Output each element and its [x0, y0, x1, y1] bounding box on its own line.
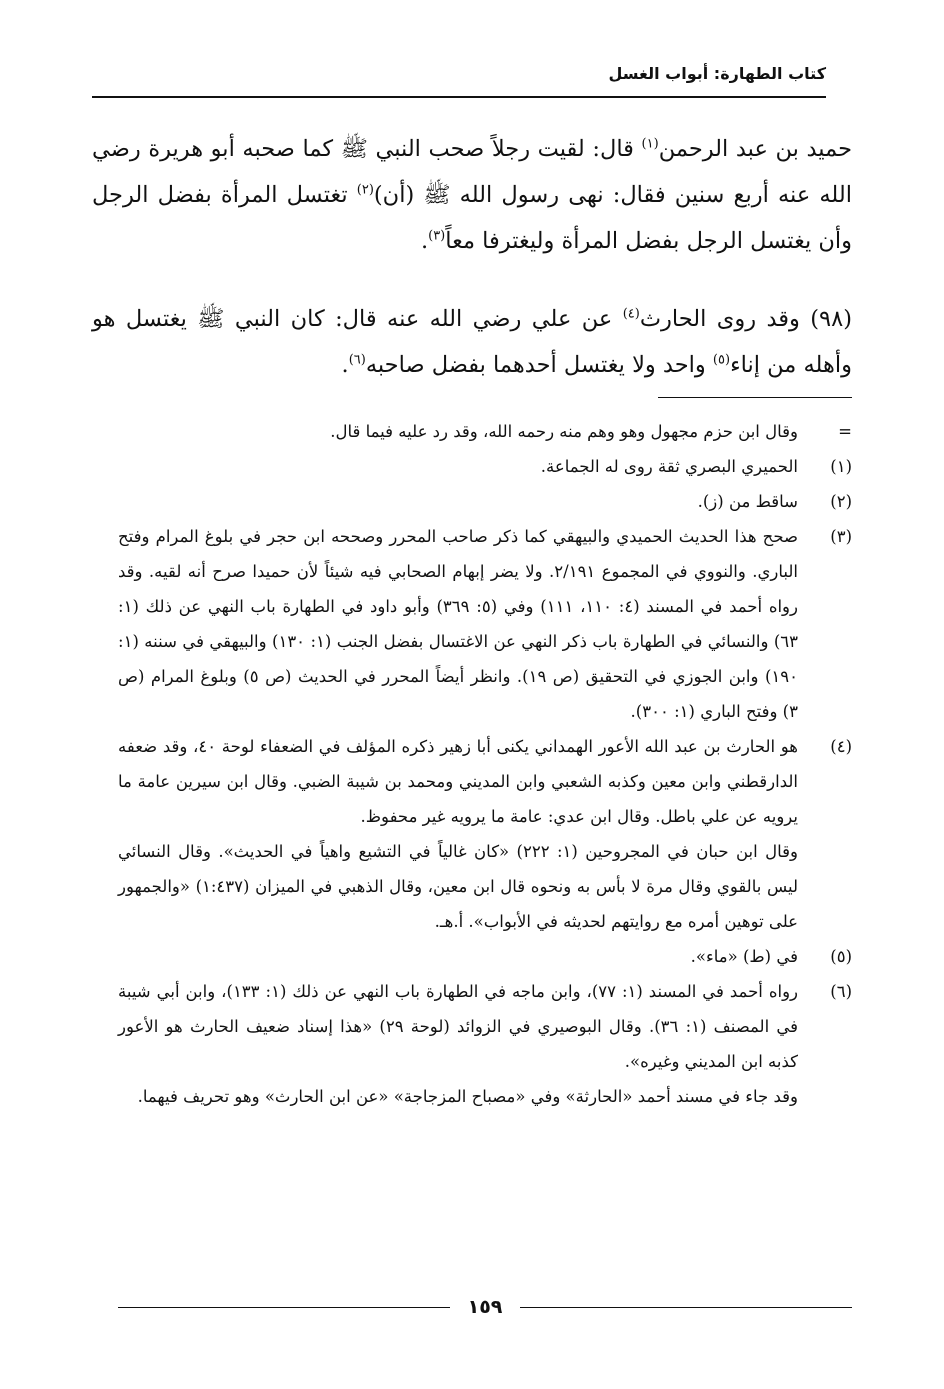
footnote-marker-6[interactable]: (٦): [348, 352, 366, 368]
footnote-continuation: [118, 414, 852, 449]
text-segment: قال: لقيت رجلاً صحب النبي ﷺ كما صحبه أبو هريرة رضي الله عنه أربع سنين فقال: نهى رسول الله ﷺ (أن): [92, 136, 852, 208]
footnote-number: (١): [830, 457, 852, 476]
footnote-6-continuation: وقد جاء في مسند أحمد «الحارثة» وفي «مصباح المزجاجة» «عن ابن الحارث» وهو تحريف فيهما.: [137, 1087, 798, 1106]
footnote-marker-3[interactable]: (٣): [428, 228, 446, 244]
footnote-number: =: [838, 422, 852, 441]
footnote-number: (٦): [830, 982, 852, 1001]
footnote-text: ساقط من (ز).: [697, 492, 798, 511]
text-segment: تغتسل المرأة بفضل الرجل وأن يغتسل الرجل بفضل المرأة وليغترفا معاً: [92, 182, 852, 254]
footnote-marker-4[interactable]: (٤): [622, 306, 640, 322]
text-segment: .: [341, 352, 349, 378]
footnotes: [118, 414, 852, 1114]
footnote-4: [118, 729, 852, 834]
footnote-number: (٤): [830, 737, 852, 756]
footnote-marker-1[interactable]: (١): [641, 136, 659, 152]
footnote-3: [118, 519, 852, 729]
footnote-text: وقال ابن حزم مجهول وهو وهم منه رحمه الله، وقد رد عليه فيما قال.: [330, 422, 798, 441]
footnote-number: (٣): [830, 527, 852, 546]
header-title: كتاب الطهارة: أبواب الغسل: [608, 64, 826, 83]
text-segment: (٩٨) وقد روى الحارث: [639, 306, 852, 332]
footnote-text: صحح هذا الحديث الحميدي والبيهقي كما ذكر صاحب المحرر وصححه ابن حجر في بلوغ المرام وفتح الباري. والنووي في المجموع ٢/١٩١. ولا يضر إبهام الصحابي فيه شيئاً لأن حميدا صرح أنه لقيه. وقد رواه أحمد في المسند (٤: ١١٠، ١١١) وفي (٥: ٣٦٩) وأبو داود في الطهارة باب النهي عن ذلك (١: ٦٣) والنسائي في الطهارة باب ذكر النهي عن الاغتسال بفضل الجنب (١: ١٣٠) والبيهقي في سننه (١: ١٩٠) وابن الجوزي في التحقيق (ص ١٩). وانظر أيضاً المحرر في الحديث (ص ٥) وبلوغ المرام (ص ٣) وفتح الباري (١: ٣٠٠).: [118, 527, 798, 721]
footnote-4-continuation: وقال ابن حبان في المجروحين (١: ٢٢٢) «كان غالياً في التشيع واهياً في الحديث». وقال النسائي ليس بالقوي وقال مرة لا بأس به ونحوه قال ابن معين، وقال الذهبي في الميزان (١:٤٣٧) «والجمهور على توهين أمره مع روايتهم لحديثه في الأبواب». أ.هـ.: [118, 842, 798, 931]
footnote-separator: [658, 397, 852, 398]
text-segment: .: [420, 228, 429, 254]
footnote-marker-5[interactable]: (٥): [712, 352, 731, 368]
page-number: ١٥٩: [467, 1296, 503, 1318]
text-segment: حميد بن عبد الرحمن: [658, 136, 853, 162]
footnote-2: [118, 484, 852, 519]
footnote-number: (٢): [830, 492, 852, 511]
footer-rule-left: [118, 1307, 450, 1308]
footnote-text: الحميري البصري ثقة روى له الجماعة.: [540, 457, 798, 476]
footnote-number: (٥): [830, 947, 852, 966]
main-paragraph-2: [92, 296, 852, 388]
running-header: [92, 60, 826, 98]
footnote-text: هو الحارث بن عبد الله الأعور الهمداني يكنى أبا زهير ذكره المؤلف في الضعفاء لوحة ٤٠، وقد ضعفه الدارقطني وابن معين وكذبه الشعبي وابن المديني ومحمد بن شيبة الضبي. وقال ابن سيرين عامة ما يرويه عن علي باطل. وقال ابن عدي: عامة ما يرويه غير محفوظ.: [118, 737, 798, 826]
footnote-5: [118, 939, 852, 974]
footnote-text: في (ط) «ماء».: [690, 947, 798, 966]
footnote-1: [118, 449, 852, 484]
main-text: [92, 126, 852, 388]
footnote-6: [118, 974, 852, 1079]
footnote-text: رواه أحمد في المسند (١: ٧٧)، وابن ماجه في الطهارة باب النهي عن ذلك (١: ١٣٣)، وابن أبي شيبة في المصنف (١: ٣٦). وقال البوصيري في الزوائد (لوحة ٢٩) «هذا إسناد ضعيف الحارث هو الأعور كذبه ابن المديني وغيره».: [118, 982, 799, 1071]
text-segment: واحد ولا يغتسل أحدهما بفضل صاحبه: [365, 352, 713, 378]
main-paragraph-1: [92, 126, 852, 264]
footnote-marker-2[interactable]: (٢): [356, 182, 374, 198]
footer-rule-right: [520, 1307, 852, 1308]
page-footer: [118, 1292, 852, 1322]
text-segment: عن علي رضي الله عنه قال: كان النبي ﷺ يغتسل هو وأهله من إناء: [92, 306, 852, 378]
